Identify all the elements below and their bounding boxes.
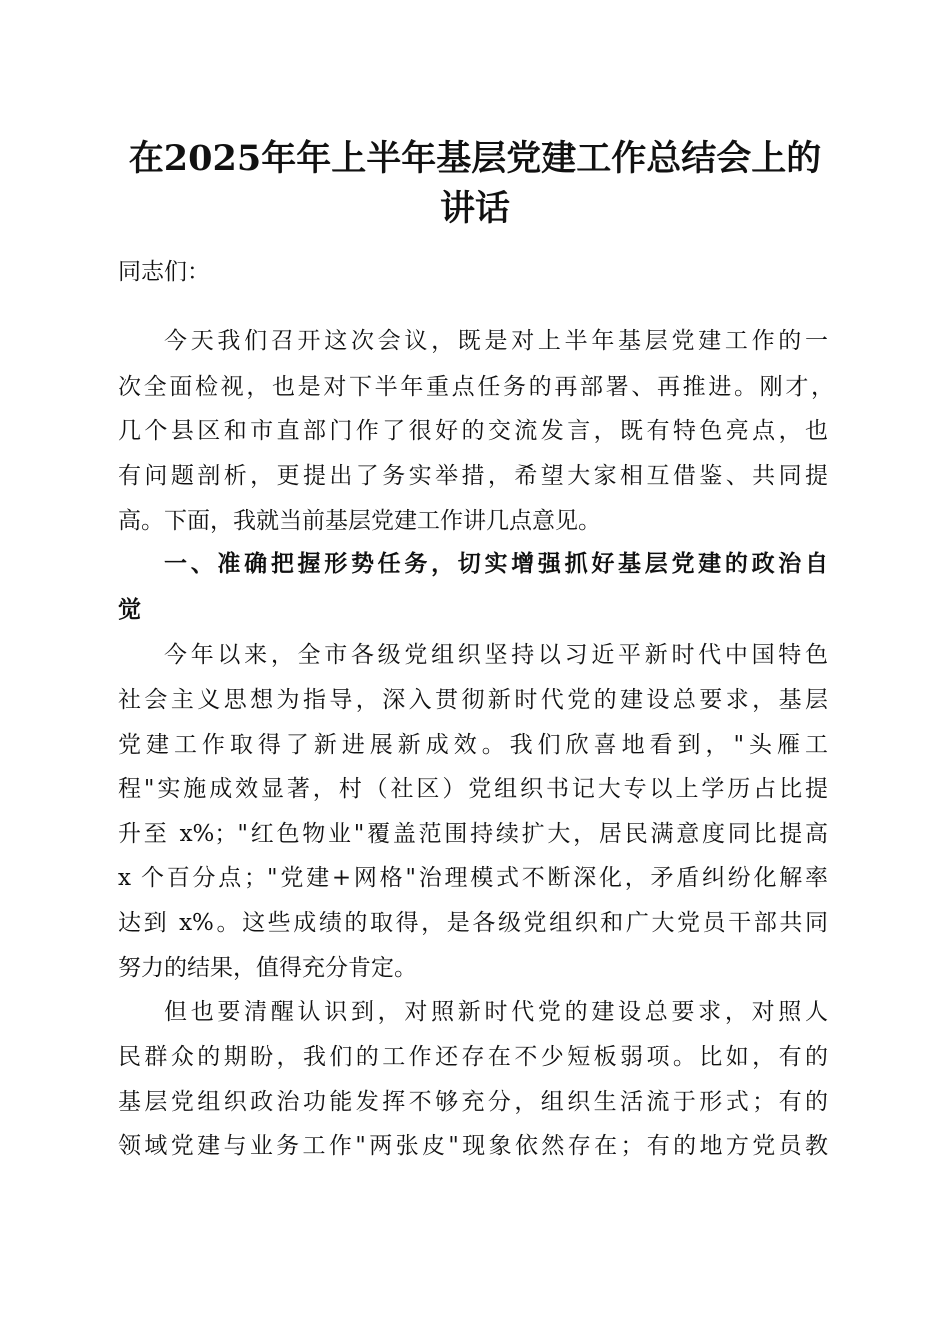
paragraph-line: 努力的结果，值得充分肯定。 <box>118 955 417 981</box>
paragraph-line: 程"实施成效显著，村（社区）党组织书记大专以上学历占比提 <box>118 776 828 802</box>
document-title-line-2: 讲话 <box>439 188 510 229</box>
paragraph-line: 民群众的期盼，我们的工作还存在不少短板弱项。比如，有的 <box>118 1044 828 1070</box>
paragraph-line: 升至 x%；"红色物业"覆盖范围持续扩大，居民满意度同比提高 <box>118 821 828 847</box>
section-heading: 一、准确把握形势任务，切实增强抓好基层党建的政治自 <box>164 551 828 577</box>
section-heading: 觉 <box>118 597 141 623</box>
paragraph-line: 领域党建与业务工作"两张皮"现象依然存在；有的地方党员教 <box>118 1133 828 1159</box>
paragraph-line: 党建工作取得了新进展新成效。我们欣喜地看到，"头雁工 <box>118 732 828 758</box>
paragraph-line: 高。下面，我就当前基层党建工作讲几点意见。 <box>118 508 601 534</box>
paragraph-line: 今天我们召开这次会议，既是对上半年基层党建工作的一 <box>164 328 828 354</box>
document-title-line-1: 在2025年年上半年基层党建工作总结会上的 <box>128 138 822 179</box>
salutation: 同志们： <box>118 259 210 285</box>
paragraph-line: 今年以来，全市各级党组织坚持以习近平新时代中国特色 <box>164 642 828 668</box>
paragraph-line: 次全面检视，也是对下半年重点任务的再部署、再推进。刚才， <box>118 374 834 400</box>
paragraph-line: 但也要清醒认识到，对照新时代党的建设总要求，对照人 <box>164 999 828 1025</box>
paragraph-line: 几个县区和市直部门作了很好的交流发言，既有特色亮点，也 <box>118 418 828 444</box>
paragraph-line: x 个百分点；"党建+网格"治理模式不断深化，矛盾纠纷化解率 <box>118 865 828 891</box>
paragraph-line: 达到 x%。这些成绩的取得，是各级党组织和广大党员干部共同 <box>118 910 828 936</box>
paragraph-line: 有问题剖析，更提出了务实举措，希望大家相互借鉴、共同提 <box>118 463 828 489</box>
paragraph-line: 社会主义思想为指导，深入贯彻新时代党的建设总要求，基层 <box>118 687 828 713</box>
paragraph-line: 基层党组织政治功能发挥不够充分，组织生活流于形式；有的 <box>118 1089 828 1115</box>
